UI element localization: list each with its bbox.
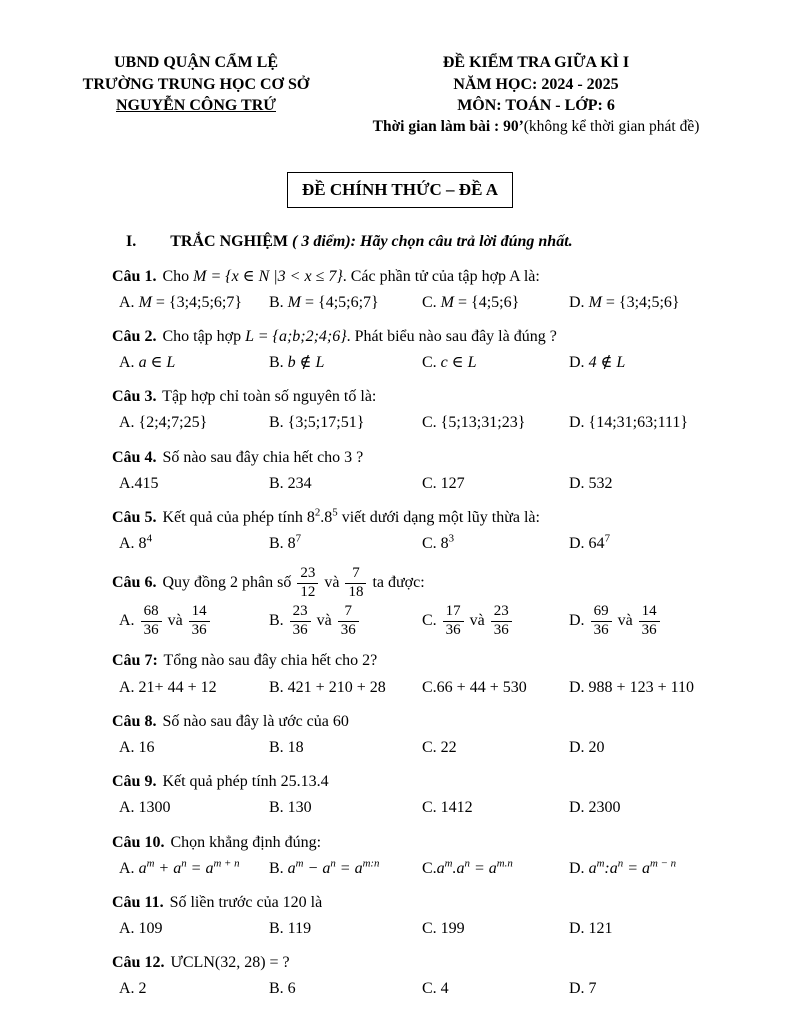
fraction-denominator: 36 <box>641 621 657 638</box>
math-text: $a^m:a^n = a^{m - n}$ <box>588 857 677 877</box>
answer-option: C. 22 <box>422 738 457 756</box>
official-exam-title: ĐỀ CHÍNH THỨC – ĐỀ A <box>287 172 513 209</box>
answer-option: A. M = {3;4;5;6;7} <box>119 293 243 311</box>
question-label: Câu 12. <box>112 954 165 972</box>
exponent: 4 <box>146 532 152 545</box>
question <box>112 446 740 495</box>
school-name: NGUYỄN CÔNG TRỨ <box>115 97 276 115</box>
answer-option: C. c ∈ L <box>422 354 477 372</box>
time-limit: Thời gian làm bài : 90’ <box>372 117 524 135</box>
fraction-denominator: 36 <box>593 621 609 638</box>
question-text: Câu 10. Chọn khẳng định đúng: <box>112 833 322 851</box>
question-label: Câu 2. <box>112 327 157 345</box>
exam-name: ĐỀ KIỂM TRA GIỮA KÌ I <box>442 54 630 71</box>
answer-option: B. 6 <box>269 980 296 998</box>
question-options <box>112 291 740 314</box>
fraction <box>443 604 464 639</box>
fraction-numerator: 7 <box>345 566 366 584</box>
answer-option: D. 532 <box>569 474 613 492</box>
exponent: n <box>330 857 336 870</box>
answer-option: D. 988 + 123 + 110 <box>569 678 695 696</box>
exponent: m <box>596 857 605 870</box>
exponent: 7 <box>604 532 610 545</box>
section-points: ( 3 điểm): <box>288 233 356 251</box>
fraction-denominator: 36 <box>191 621 207 638</box>
question-text: Câu 12. ƯCLN(32, 28) = ? <box>112 954 290 972</box>
exponent: 2 <box>314 506 321 519</box>
fraction-numerator: 69 <box>591 604 612 622</box>
question-options <box>112 351 740 374</box>
answer-option: B. $8^7$ <box>269 532 302 553</box>
answer-option: B. M = {4;5;6;7} <box>269 293 379 311</box>
question-label: Câu 11. <box>112 893 164 911</box>
answer-option: A. a ∈ L <box>119 354 176 372</box>
answer-option: A.415 <box>119 474 159 492</box>
answer-option: B. 18 <box>269 738 304 756</box>
question-text: Câu 5. Kết quả của phép tính $8^2.8^5$ viết dưới dạng một lũy thừa là: <box>112 506 540 527</box>
answer-option: D. 2300 <box>569 799 621 817</box>
math-text: $a^m - a^n = a^{m:n}$ <box>287 857 380 877</box>
fraction <box>491 604 512 639</box>
answer-option: B. b ∉ L <box>269 354 325 372</box>
question-label: Câu 5. <box>112 509 157 527</box>
answer-option: $C.a^m.a^n = a^{m.n}$ <box>422 857 513 877</box>
fraction-numerator: 23 <box>491 604 512 622</box>
answer-option: B. $\frac{23}{36}$ và $\frac{7}{36}$ <box>269 604 422 639</box>
fraction-denominator: 36 <box>340 621 356 638</box>
time-note: (không kể thời gian phát đề) <box>523 117 700 135</box>
question-options <box>112 676 740 699</box>
question-text: Câu 6. Quy đồng 2 phân số $\frac{23}{12}$ và $\frac{7}{18}$ ta được: <box>112 565 425 601</box>
answer-option: C. $\frac{17}{36}$ và $\frac{23}{36}$ <box>422 604 569 639</box>
exponent: m <box>295 857 304 870</box>
question-label: Câu 7: <box>112 652 158 670</box>
math-text: a ∈ L <box>138 354 176 372</box>
question-label: Câu 4. <box>112 448 157 466</box>
fraction-denominator: 12 <box>300 584 316 601</box>
fraction-numerator: 23 <box>297 566 318 584</box>
question <box>112 951 740 1000</box>
question <box>112 891 740 940</box>
question <box>112 649 740 698</box>
document-header <box>60 52 740 138</box>
answer-option: A. 1300 <box>119 799 171 817</box>
answer-option: B. 421 + 210 + 28 <box>269 678 386 696</box>
fraction <box>141 604 162 639</box>
math-text: L = {a;b;2;4;6} <box>245 327 347 345</box>
fraction-numerator: 68 <box>141 604 162 622</box>
answer-option: D. $a^m:a^n = a^{m - n}$ <box>569 857 677 877</box>
question-text: Câu 9. Kết quả phép tính 25.13.4 <box>112 773 329 791</box>
answer-option: C. {5;13;31;23} <box>422 414 526 432</box>
exponent: n <box>181 857 187 870</box>
question-options <box>112 532 740 555</box>
answer-option: D. {14;31;63;111} <box>569 414 689 432</box>
question <box>112 265 740 314</box>
fraction-denominator: 36 <box>143 621 159 638</box>
answer-option: D. 20 <box>569 738 605 756</box>
exponent: m.n <box>496 857 513 870</box>
fraction <box>290 604 311 639</box>
answer-option: B. 119 <box>269 920 312 938</box>
math-text: M <box>138 293 152 311</box>
section-title: TRẮC NGHIỆM <box>170 233 289 251</box>
school-type-line: TRƯỜNG TRUNG HỌC CƠ SỞ <box>82 75 310 93</box>
answer-option: C. M = {4;5;6} <box>422 293 520 311</box>
fraction-numerator: 17 <box>443 604 464 622</box>
answer-option: C.66 + 44 + 530 <box>422 678 527 696</box>
answer-option: B. {3;5;17;51} <box>269 414 365 432</box>
answer-option: B. 130 <box>269 799 312 817</box>
answer-option: C. 127 <box>422 474 465 492</box>
section-heading <box>112 230 740 253</box>
question <box>112 566 740 638</box>
section-numeral: I. <box>126 233 137 251</box>
fraction-denominator: 36 <box>493 621 509 638</box>
question-options <box>112 977 740 1000</box>
answer-option: A. 21+ 44 + 12 <box>119 678 217 696</box>
exponent: m <box>146 857 155 870</box>
answer-option: C. $8^3$ <box>422 532 455 553</box>
answer-option: C. 4 <box>422 980 449 998</box>
answer-option: C. 199 <box>422 920 465 938</box>
question-label: Câu 9. <box>112 773 157 791</box>
answer-option: D. $64^7$ <box>569 532 610 553</box>
question-label: Câu 3. <box>112 388 157 406</box>
fraction-numerator: 23 <box>290 604 311 622</box>
answer-option: A. $\frac{68}{36}$ và $\frac{14}{36}$ <box>119 604 269 639</box>
question-text: Câu 7: Tổng nào sau đây chia hết cho 2? <box>112 652 378 670</box>
question-options <box>112 857 740 880</box>
fraction-numerator: 14 <box>639 604 660 622</box>
math-text: M <box>287 293 301 311</box>
question-options <box>112 411 740 434</box>
question <box>112 770 740 819</box>
math-text: $a^m.a^n = a^{m.n}$ <box>436 857 513 877</box>
exponent: 7 <box>295 532 302 545</box>
exponent: n <box>617 857 624 870</box>
exam-title-wrap <box>60 172 740 209</box>
answer-option: A. 16 <box>119 738 155 756</box>
answer-option: D. 7 <box>569 980 597 998</box>
school-year: NĂM HỌC: 2024 - 2025 <box>453 75 619 93</box>
question-options <box>112 917 740 940</box>
fraction <box>189 604 210 639</box>
fraction-denominator: 18 <box>348 584 364 601</box>
question-text: Câu 8. Số nào sau đây là ước của 60 <box>112 712 349 730</box>
answer-option: A. 109 <box>119 920 163 938</box>
question <box>112 831 740 880</box>
answer-option: A. 2 <box>119 980 147 998</box>
answer-option: B. 234 <box>269 474 312 492</box>
answer-option: D. 4 ∉ L <box>569 354 626 372</box>
fraction <box>591 604 612 639</box>
answer-option: C. 1412 <box>422 799 473 817</box>
math-text: $a^m + a^n = a^{m + n}$ <box>138 857 240 877</box>
answer-option: A. $8^4$ <box>119 532 152 553</box>
question <box>112 325 740 374</box>
fraction-numerator: 7 <box>338 604 359 622</box>
math-text: M <box>440 293 454 311</box>
question-options <box>112 604 740 639</box>
exponent: m − n <box>649 857 677 870</box>
authority-line: UBND QUẬN CẨM LỆ <box>114 54 278 71</box>
exponent: n <box>464 857 470 870</box>
exponent: 3 <box>448 532 455 545</box>
answer-option: D. $\frac{69}{36}$ và $\frac{14}{36}$ <box>569 604 740 639</box>
section-instruction: Hãy chọn câu trả lời đúng nhất. <box>356 233 573 251</box>
exam-info-block <box>332 52 740 138</box>
answer-option: D. 121 <box>569 920 613 938</box>
exponent: m:n <box>362 857 380 870</box>
question-label: Câu 6. <box>112 574 157 592</box>
questions-list <box>112 265 740 1001</box>
exponent: m + n <box>213 857 240 870</box>
question <box>112 385 740 434</box>
answer-option: A. $a^m + a^n = a^{m + n}$ <box>119 857 240 877</box>
question-text: Câu 3. Tập hợp chỉ toàn số nguyên tố là: <box>112 388 377 406</box>
fraction-denominator: 36 <box>445 621 461 638</box>
question <box>112 506 740 555</box>
issuing-authority-block <box>60 52 332 117</box>
question-label: Câu 8. <box>112 712 157 730</box>
answer-option: B. $a^m - a^n = a^{m:n}$ <box>269 857 380 877</box>
math-text: 4 ∉ L <box>588 354 626 372</box>
question-label: Câu 10. <box>112 833 165 851</box>
time-limit-line <box>332 117 740 138</box>
question-options <box>112 736 740 759</box>
exponent: m <box>444 857 453 870</box>
question-options <box>112 472 740 495</box>
question-text: Câu 11. Số liền trước của 120 là <box>112 893 323 911</box>
answer-option: A. {2;4;7;25} <box>119 414 208 432</box>
question-options <box>112 796 740 819</box>
answer-option: D. M = {3;4;5;6} <box>569 293 680 311</box>
subject-grade: MÔN: TOÁN - LỚP: 6 <box>457 97 615 115</box>
exponent: 5 <box>332 506 338 519</box>
fraction-denominator: 36 <box>292 621 308 638</box>
question <box>112 710 740 759</box>
question-text: Câu 2. Cho tập hợp L = {a;b;2;4;6}. Phát biểu nào sau đây là đúng ? <box>112 327 557 345</box>
question-text: Câu 1. Cho M = {x ∈ N |3 < x ≤ 7}. Các phần tử của tập hợp A là: <box>112 267 540 285</box>
fraction <box>297 566 318 601</box>
math-text: b ∉ L <box>287 354 325 372</box>
fraction <box>639 604 660 639</box>
question-text: Câu 4. Số nào sau đây chia hết cho 3 ? <box>112 448 364 466</box>
math-text: M <box>588 293 602 311</box>
fraction <box>338 604 359 639</box>
fraction-numerator: 14 <box>189 604 210 622</box>
fraction <box>345 566 366 601</box>
math-text: M = {x ∈ N |3 < x ≤ 7} <box>193 267 343 285</box>
math-text: c ∈ L <box>440 354 477 372</box>
question-label: Câu 1. <box>112 267 157 285</box>
